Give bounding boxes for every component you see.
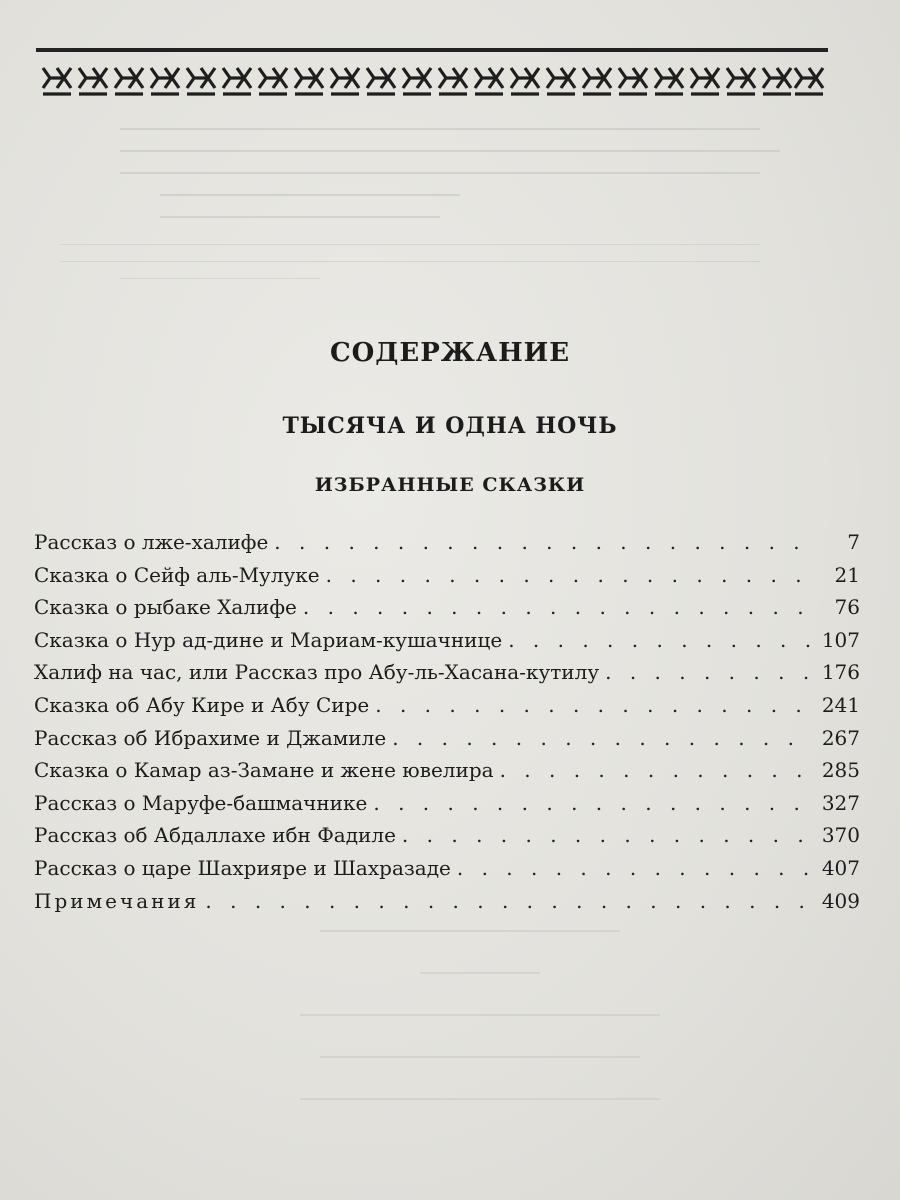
leader-dots <box>205 889 811 913</box>
toc-page-number: 7 <box>847 530 860 554</box>
toc-page-number: 267 <box>821 725 860 750</box>
leader-dots <box>402 823 812 847</box>
toc-entry <box>34 628 860 661</box>
toc-title: Сказка об Абу Кире и Абу Сире <box>34 692 370 717</box>
leader-dots <box>508 628 812 652</box>
toc-page-number: 76 <box>834 595 860 620</box>
toc-title: Сказка о рыбаке Халифе <box>34 595 297 620</box>
table-of-contents <box>34 530 860 921</box>
toc-entry <box>34 660 860 693</box>
toc-page-number: 285 <box>821 758 860 783</box>
toc-page-number: 327 <box>821 790 860 815</box>
book-title: ТЫСЯЧА И ОДНА НОЧЬ <box>282 413 618 439</box>
toc-title: Примечания <box>34 888 200 913</box>
toc-entry <box>34 823 860 856</box>
toc-entry <box>34 530 860 563</box>
leader-dots <box>605 660 812 684</box>
toc-entry <box>34 693 860 726</box>
zigzag-border-ornament-icon <box>36 60 828 104</box>
bleed-through-lines <box>120 118 780 295</box>
toc-title: Рассказ о Маруфе-башмачнике <box>34 790 368 815</box>
leader-dots <box>392 726 812 750</box>
toc-title: Рассказ о царе Шахрияре и Шахразаде <box>34 855 451 880</box>
toc-page-number: 241 <box>821 692 860 717</box>
leader-dots <box>457 856 812 880</box>
toc-page-number: 370 <box>821 823 860 848</box>
leader-dots <box>303 595 814 619</box>
toc-title: Рассказ о лже-халифе <box>34 530 269 554</box>
leader-dots <box>373 791 811 815</box>
toc-entry <box>34 595 860 628</box>
top-rule <box>36 48 828 52</box>
toc-title: Сказка о Камар аз-Замане и жене ювелира <box>34 758 494 783</box>
subtitle: ИЗБРАННЫЕ СКАЗКИ <box>314 474 586 496</box>
toc-entry <box>34 856 860 889</box>
contents-heading: СОДЕРЖАНИЕ <box>329 338 571 368</box>
toc-title: Рассказ об Абдаллахе ибн Фадиле <box>34 823 396 848</box>
leader-dots <box>375 693 812 717</box>
toc-page-number: 107 <box>821 627 860 652</box>
toc-title: Сказка о Нур ад-дине и Мариам-кушачнице <box>34 627 503 652</box>
toc-entry <box>34 889 860 922</box>
toc-page-number: 407 <box>821 855 860 880</box>
toc-entry <box>34 791 860 824</box>
toc-title: Халиф на час, или Рассказ про Абу-ль-Хасана-кутилу <box>34 660 600 685</box>
toc-title: Рассказ об Ибрахиме и Джамиле <box>34 725 387 750</box>
toc-entry <box>34 563 860 596</box>
leader-dots <box>274 530 814 554</box>
toc-entry <box>34 726 860 759</box>
leader-dots <box>326 563 814 587</box>
bleed-through-lines-lower <box>300 930 660 1140</box>
leader-dots <box>500 758 812 782</box>
toc-page-number: 176 <box>821 660 860 685</box>
toc-title: Сказка о Сейф аль-Мулуке <box>34 562 320 587</box>
toc-page-number: 409 <box>821 888 860 913</box>
toc-entry <box>34 758 860 791</box>
toc-page-number: 21 <box>834 562 860 587</box>
